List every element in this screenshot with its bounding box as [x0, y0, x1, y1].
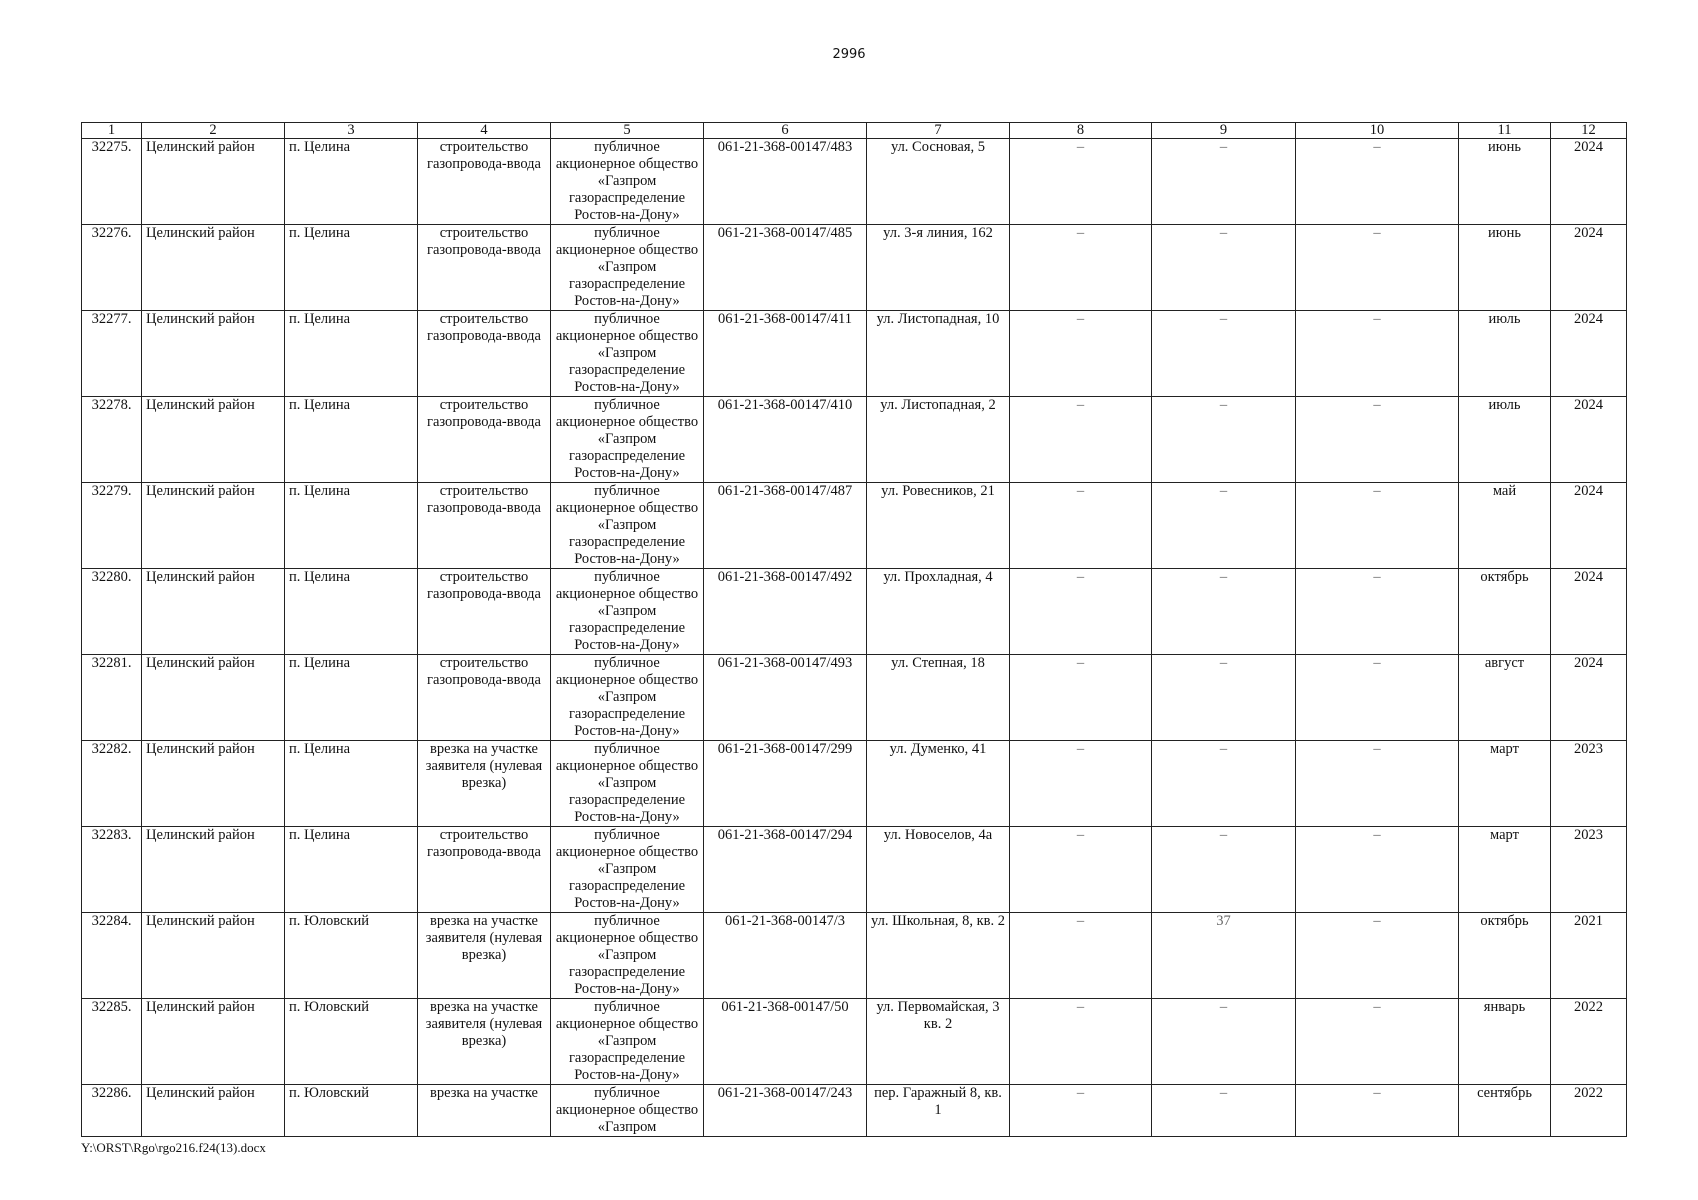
- col10-cell: –: [1296, 225, 1459, 311]
- district-cell: Целинский район: [142, 741, 285, 827]
- col-header-2: 2: [142, 123, 285, 139]
- col10-cell: –: [1296, 139, 1459, 225]
- month-cell: январь: [1459, 999, 1551, 1085]
- organization-cell: публичное акционерное общество «Газпром газораспределение Ростов-на-Дону»: [551, 913, 704, 999]
- code-cell: 061-21-368-00147/3: [704, 913, 867, 999]
- col8-cell: –: [1010, 827, 1152, 913]
- district-cell: Целинский район: [142, 1085, 285, 1137]
- year-cell: 2024: [1551, 311, 1627, 397]
- address-cell: ул. Прохладная, 4: [867, 569, 1010, 655]
- col8-cell: –: [1010, 139, 1152, 225]
- district-cell: Целинский район: [142, 913, 285, 999]
- row-number: 32286.: [82, 1085, 142, 1137]
- locality-cell: п. Целина: [285, 139, 418, 225]
- col8-cell: –: [1010, 311, 1152, 397]
- table-row: [82, 483, 1627, 569]
- month-cell: июнь: [1459, 139, 1551, 225]
- col9-cell: –: [1152, 827, 1296, 913]
- row-number: 32282.: [82, 741, 142, 827]
- col8-cell: –: [1010, 483, 1152, 569]
- table-row: [82, 139, 1627, 225]
- page-number: 2996: [832, 47, 866, 62]
- organization-cell: публичное акционерное общество «Газпром газораспределение Ростов-на-Дону»: [551, 569, 704, 655]
- col-header-3: 3: [285, 123, 418, 139]
- col9-cell: –: [1152, 999, 1296, 1085]
- col9-cell: –: [1152, 397, 1296, 483]
- col9-cell: –: [1152, 569, 1296, 655]
- month-cell: сентябрь: [1459, 1085, 1551, 1137]
- district-cell: Целинский район: [142, 655, 285, 741]
- work-type-cell: строительство газопровода-ввода: [418, 397, 551, 483]
- month-cell: июль: [1459, 397, 1551, 483]
- col-header-6: 6: [704, 123, 867, 139]
- col10-cell: –: [1296, 569, 1459, 655]
- col-header-9: 9: [1152, 123, 1296, 139]
- col10-cell: –: [1296, 311, 1459, 397]
- col8-cell: –: [1010, 913, 1152, 999]
- organization-cell: публичное акционерное общество «Газпром газораспределение Ростов-на-Дону»: [551, 397, 704, 483]
- address-cell: ул. Листопадная, 2: [867, 397, 1010, 483]
- col-header-1: 1: [82, 123, 142, 139]
- code-cell: 061-21-368-00147/493: [704, 655, 867, 741]
- address-cell: пер. Гаражный 8, кв. 1: [867, 1085, 1010, 1137]
- district-cell: Целинский район: [142, 999, 285, 1085]
- code-cell: 061-21-368-00147/299: [704, 741, 867, 827]
- organization-cell: публичное акционерное общество «Газпром газораспределение Ростов-на-Дону»: [551, 741, 704, 827]
- month-cell: июль: [1459, 311, 1551, 397]
- organization-cell: публичное акционерное общество «Газпром: [551, 1085, 704, 1137]
- work-type-cell: врезка на участке заявителя (нулевая врезка): [418, 913, 551, 999]
- district-cell: Целинский район: [142, 827, 285, 913]
- work-type-cell: строительство газопровода-ввода: [418, 827, 551, 913]
- table-row: [82, 999, 1627, 1085]
- table-row: [82, 741, 1627, 827]
- locality-cell: п. Целина: [285, 569, 418, 655]
- row-number: 32283.: [82, 827, 142, 913]
- month-cell: март: [1459, 741, 1551, 827]
- address-cell: ул. Степная, 18: [867, 655, 1010, 741]
- col8-cell: –: [1010, 1085, 1152, 1137]
- row-number: 32280.: [82, 569, 142, 655]
- month-cell: октябрь: [1459, 913, 1551, 999]
- row-number: 32277.: [82, 311, 142, 397]
- code-cell: 061-21-368-00147/487: [704, 483, 867, 569]
- code-cell: 061-21-368-00147/492: [704, 569, 867, 655]
- month-cell: октябрь: [1459, 569, 1551, 655]
- code-cell: 061-21-368-00147/411: [704, 311, 867, 397]
- col9-cell: –: [1152, 483, 1296, 569]
- table-row: [82, 827, 1627, 913]
- work-type-cell: врезка на участке: [418, 1085, 551, 1137]
- col10-cell: –: [1296, 483, 1459, 569]
- code-cell: 061-21-368-00147/50: [704, 999, 867, 1085]
- table-row: [82, 225, 1627, 311]
- locality-cell: п. Целина: [285, 225, 418, 311]
- locality-cell: п. Целина: [285, 741, 418, 827]
- col-header-10: 10: [1296, 123, 1459, 139]
- locality-cell: п. Юловский: [285, 1085, 418, 1137]
- col10-cell: –: [1296, 397, 1459, 483]
- year-cell: 2023: [1551, 741, 1627, 827]
- row-number: 32276.: [82, 225, 142, 311]
- year-cell: 2022: [1551, 999, 1627, 1085]
- district-cell: Целинский район: [142, 569, 285, 655]
- year-cell: 2024: [1551, 139, 1627, 225]
- col-header-7: 7: [867, 123, 1010, 139]
- col-header-12: 12: [1551, 123, 1627, 139]
- col10-cell: –: [1296, 741, 1459, 827]
- locality-cell: п. Юловский: [285, 999, 418, 1085]
- work-type-cell: строительство газопровода-ввода: [418, 483, 551, 569]
- table-row: [82, 655, 1627, 741]
- address-cell: ул. Первомайская, 3 кв. 2: [867, 999, 1010, 1085]
- year-cell: 2024: [1551, 569, 1627, 655]
- organization-cell: публичное акционерное общество «Газпром газораспределение Ростов-на-Дону»: [551, 999, 704, 1085]
- col-header-4: 4: [418, 123, 551, 139]
- district-cell: Целинский район: [142, 139, 285, 225]
- locality-cell: п. Целина: [285, 483, 418, 569]
- locality-cell: п. Целина: [285, 655, 418, 741]
- col9-cell: –: [1152, 225, 1296, 311]
- row-number: 32279.: [82, 483, 142, 569]
- address-cell: ул. Думенко, 41: [867, 741, 1010, 827]
- col9-cell: –: [1152, 741, 1296, 827]
- col-header-11: 11: [1459, 123, 1551, 139]
- table-row: [82, 1085, 1627, 1137]
- code-cell: 061-21-368-00147/483: [704, 139, 867, 225]
- col-header-5: 5: [551, 123, 704, 139]
- address-cell: ул. Новоселов, 4а: [867, 827, 1010, 913]
- header-row: [82, 123, 1627, 139]
- footer-file-path: Y:\ORST\Rgo\rgo216.f24(13).docx: [81, 1140, 266, 1155]
- district-cell: Целинский район: [142, 397, 285, 483]
- row-number: 32278.: [82, 397, 142, 483]
- row-number: 32284.: [82, 913, 142, 999]
- col8-cell: –: [1010, 225, 1152, 311]
- col10-cell: –: [1296, 655, 1459, 741]
- address-cell: ул. 3-я линия, 162: [867, 225, 1010, 311]
- col8-cell: –: [1010, 569, 1152, 655]
- col8-cell: –: [1010, 397, 1152, 483]
- col10-cell: –: [1296, 1085, 1459, 1137]
- row-number: 32275.: [82, 139, 142, 225]
- year-cell: 2024: [1551, 397, 1627, 483]
- table-row: [82, 311, 1627, 397]
- locality-cell: п. Юловский: [285, 913, 418, 999]
- col-header-8: 8: [1010, 123, 1152, 139]
- table-row: [82, 397, 1627, 483]
- month-cell: март: [1459, 827, 1551, 913]
- organization-cell: публичное акционерное общество «Газпром газораспределение Ростов-на-Дону»: [551, 139, 704, 225]
- col8-cell: –: [1010, 655, 1152, 741]
- year-cell: 2023: [1551, 827, 1627, 913]
- code-cell: 061-21-368-00147/294: [704, 827, 867, 913]
- col9-cell: –: [1152, 139, 1296, 225]
- code-cell: 061-21-368-00147/485: [704, 225, 867, 311]
- year-cell: 2022: [1551, 1085, 1627, 1137]
- col8-cell: –: [1010, 741, 1152, 827]
- table-row: [82, 913, 1627, 999]
- year-cell: 2021: [1551, 913, 1627, 999]
- organization-cell: публичное акционерное общество «Газпром газораспределение Ростов-на-Дону»: [551, 225, 704, 311]
- work-type-cell: врезка на участке заявителя (нулевая врезка): [418, 999, 551, 1085]
- year-cell: 2024: [1551, 483, 1627, 569]
- organization-cell: публичное акционерное общество «Газпром газораспределение Ростов-на-Дону»: [551, 311, 704, 397]
- month-cell: май: [1459, 483, 1551, 569]
- work-type-cell: строительство газопровода-ввода: [418, 569, 551, 655]
- address-cell: ул. Ровесников, 21: [867, 483, 1010, 569]
- table-row: [82, 569, 1627, 655]
- locality-cell: п. Целина: [285, 827, 418, 913]
- work-type-cell: строительство газопровода-ввода: [418, 139, 551, 225]
- locality-cell: п. Целина: [285, 311, 418, 397]
- row-number: 32285.: [82, 999, 142, 1085]
- district-cell: Целинский район: [142, 311, 285, 397]
- address-cell: ул. Школьная, 8, кв. 2: [867, 913, 1010, 999]
- col9-cell: –: [1152, 655, 1296, 741]
- organization-cell: публичное акционерное общество «Газпром газораспределение Ростов-на-Дону»: [551, 827, 704, 913]
- work-type-cell: врезка на участке заявителя (нулевая врезка): [418, 741, 551, 827]
- organization-cell: публичное акционерное общество «Газпром газораспределение Ростов-на-Дону»: [551, 483, 704, 569]
- year-cell: 2024: [1551, 655, 1627, 741]
- address-cell: ул. Листопадная, 10: [867, 311, 1010, 397]
- organization-cell: публичное акционерное общество «Газпром газораспределение Ростов-на-Дону»: [551, 655, 704, 741]
- district-cell: Целинский район: [142, 483, 285, 569]
- code-cell: 061-21-368-00147/410: [704, 397, 867, 483]
- col8-cell: –: [1010, 999, 1152, 1085]
- col9-cell: 37: [1152, 913, 1296, 999]
- col10-cell: –: [1296, 999, 1459, 1085]
- col10-cell: –: [1296, 827, 1459, 913]
- work-type-cell: строительство газопровода-ввода: [418, 655, 551, 741]
- registry-table: [81, 122, 1627, 1137]
- month-cell: июнь: [1459, 225, 1551, 311]
- table-body: [82, 139, 1627, 1137]
- work-type-cell: строительство газопровода-ввода: [418, 225, 551, 311]
- row-number: 32281.: [82, 655, 142, 741]
- col9-cell: –: [1152, 1085, 1296, 1137]
- work-type-cell: строительство газопровода-ввода: [418, 311, 551, 397]
- address-cell: ул. Сосновая, 5: [867, 139, 1010, 225]
- code-cell: 061-21-368-00147/243: [704, 1085, 867, 1137]
- year-cell: 2024: [1551, 225, 1627, 311]
- col10-cell: –: [1296, 913, 1459, 999]
- locality-cell: п. Целина: [285, 397, 418, 483]
- district-cell: Целинский район: [142, 225, 285, 311]
- month-cell: август: [1459, 655, 1551, 741]
- col9-cell: –: [1152, 311, 1296, 397]
